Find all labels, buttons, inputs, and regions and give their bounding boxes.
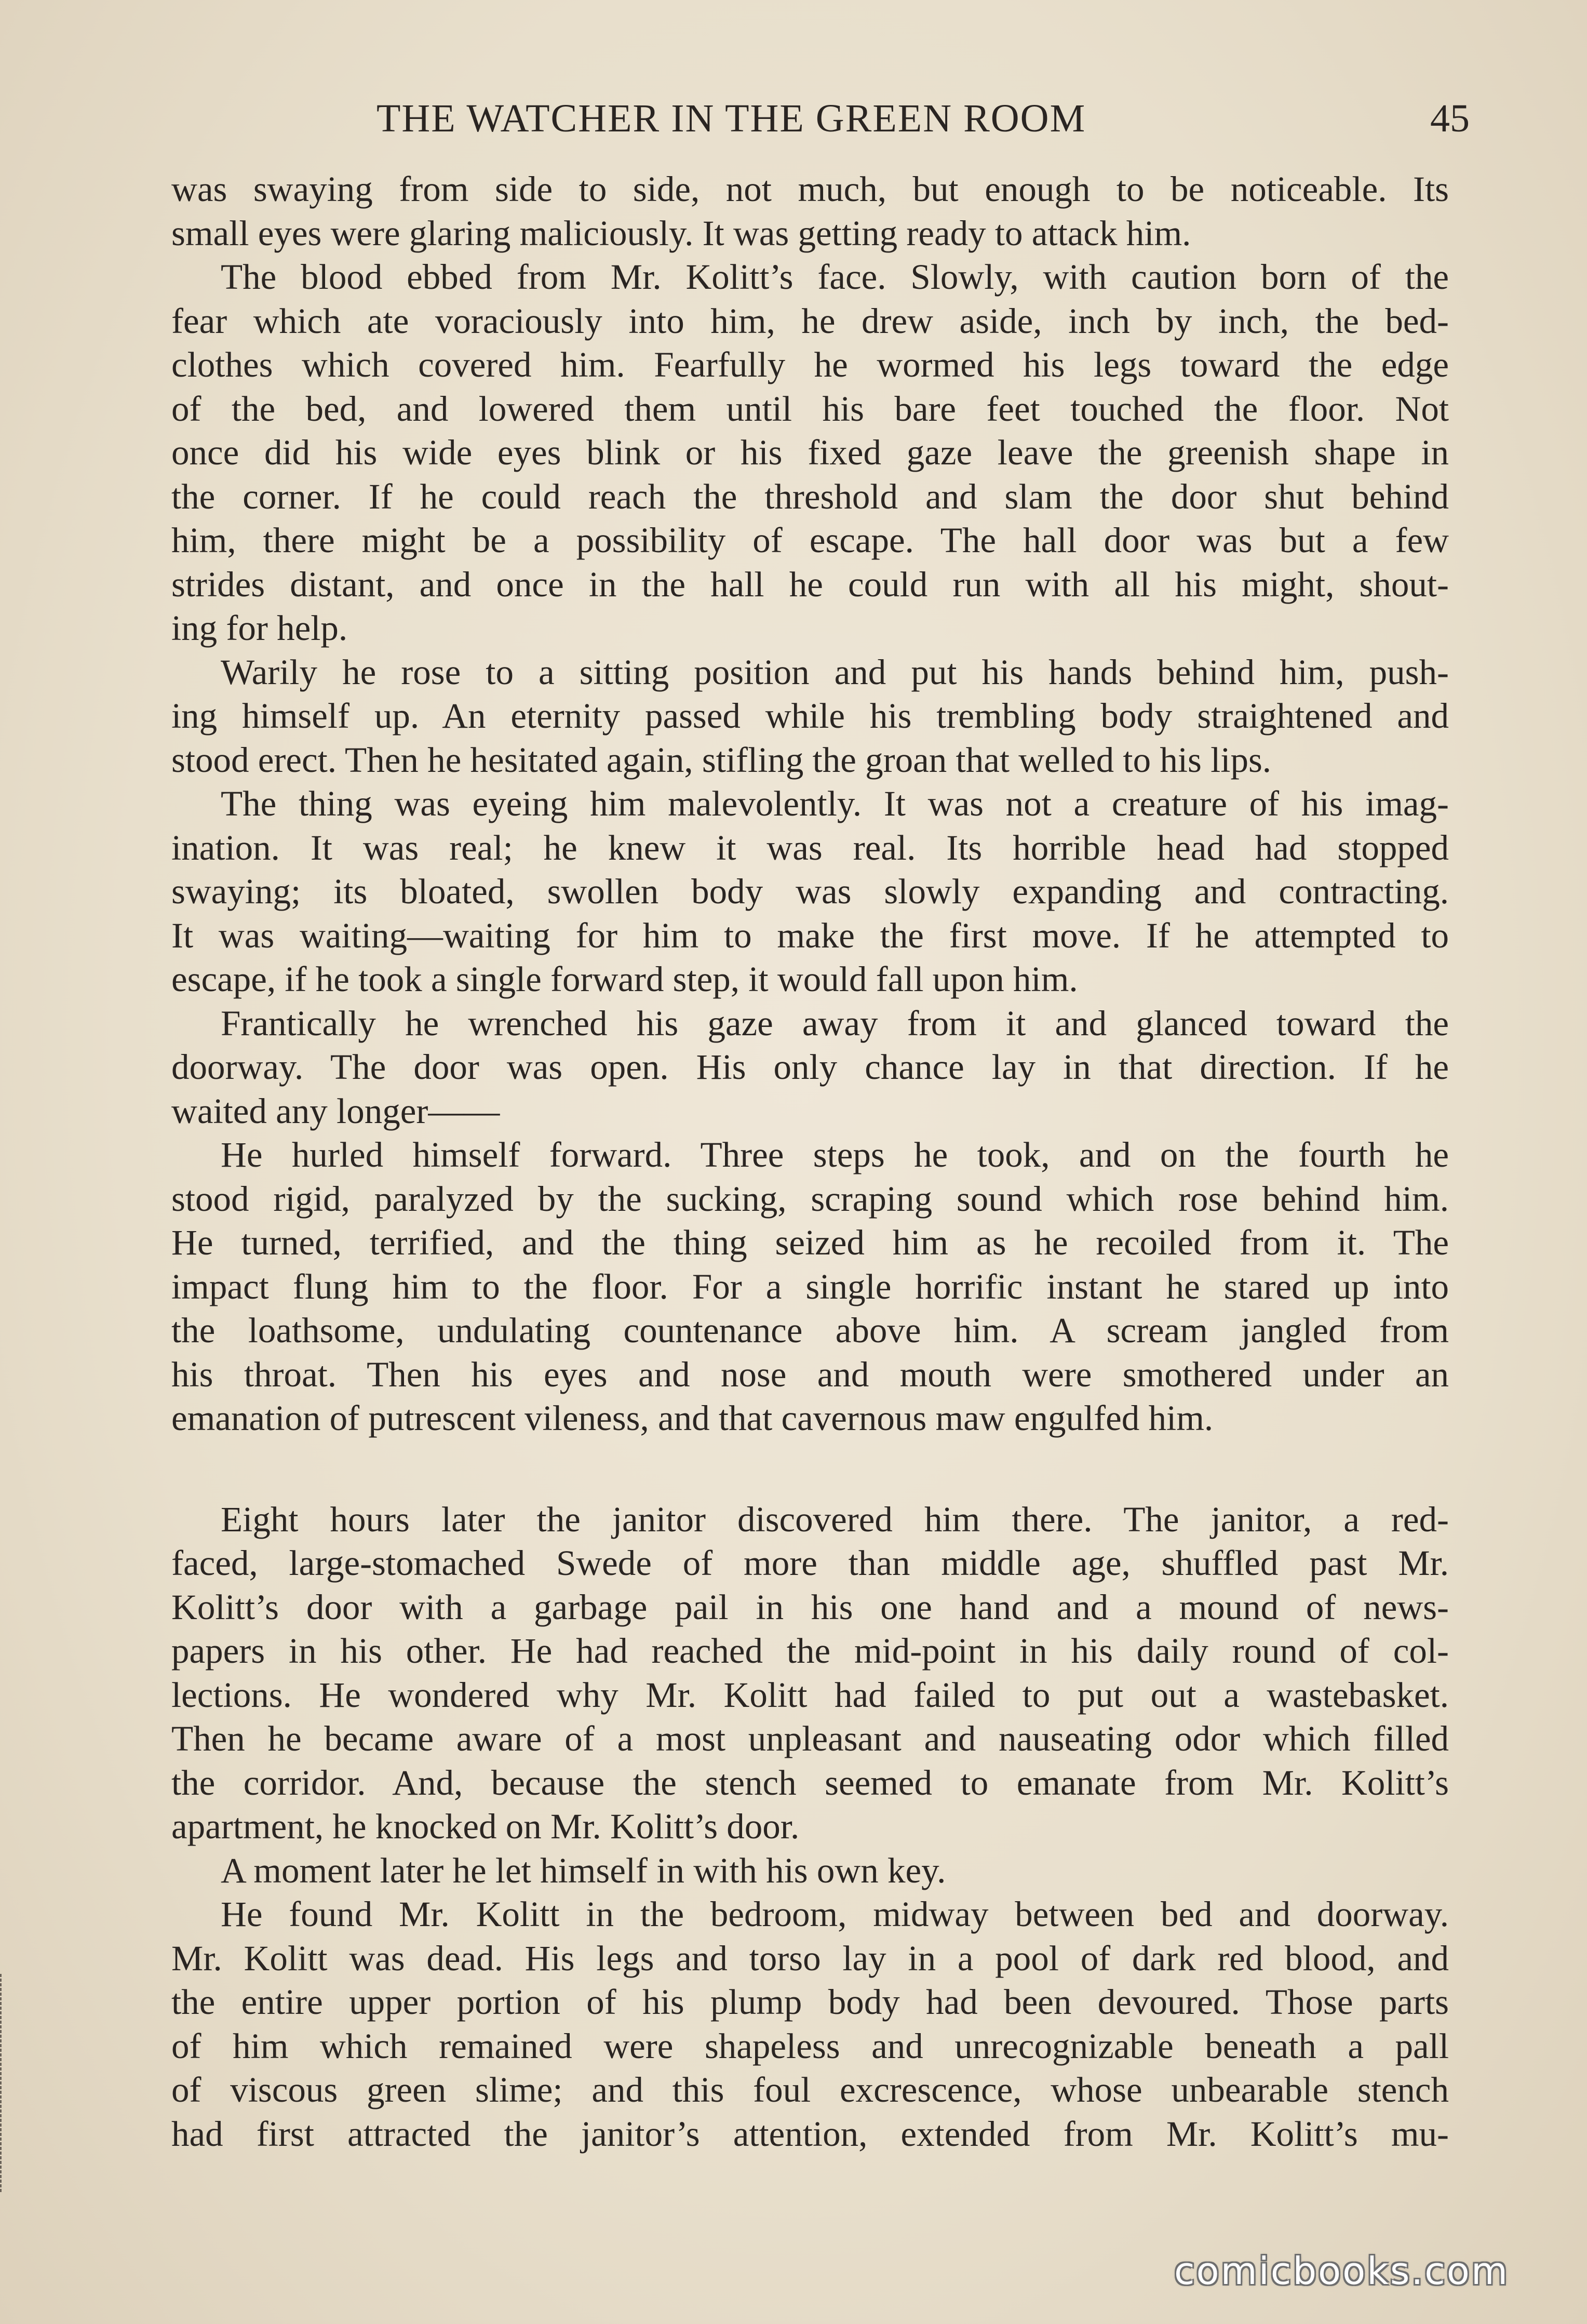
text-line: small eyes were glaring maliciously. It was getting ready to attack him. [171, 213, 1191, 253]
text-line: emanation of putrescent vileness, and that cavernous maw engulfed him. [171, 1398, 1214, 1438]
section-break [171, 1440, 1449, 1498]
text-line: impact flung him to the floor. For a single horrific instant he stared up into [171, 1266, 1449, 1306]
text-line: Frantically he wrenched his gaze away from it and glanced toward the [221, 1003, 1449, 1043]
text-line: Then he became aware of a most unpleasant and nauseating odor which filled [171, 1719, 1449, 1758]
text-line: It was waiting—waiting for him to make the first move. If he attempted to [171, 915, 1449, 955]
page-header [171, 92, 1470, 144]
text-line: fear which ate voraciously into him, he drew aside, inch by inch, the bed- [171, 301, 1449, 341]
paragraph [171, 1133, 1449, 1440]
text-line: stood erect. Then he hesitated again, stifling the groan that welled to his lips. [171, 740, 1272, 780]
paragraph [171, 255, 1449, 650]
text-line: ing for help. [171, 608, 348, 648]
text-line: doorway. The door was open. His only chance lay in that direction. If he [171, 1047, 1449, 1087]
text-line: once did his wide eyes blink or his fixed gaze leave the greenish shape in [171, 433, 1449, 472]
paragraph [171, 1849, 1449, 1893]
paragraph [171, 782, 1449, 1001]
text-line: lections. He wondered why Mr. Kolitt had failed to put out a wastebasket. [171, 1675, 1449, 1715]
text-line: escape, if he took a single forward step, it would fall upon him. [171, 959, 1078, 999]
text-line: The blood ebbed from Mr. Kolitt’s face. Slowly, with caution born of the [221, 257, 1449, 297]
text-line: ination. It was real; he knew it was real. Its horrible head had stopped [171, 827, 1449, 867]
text-line: Warily he rose to a sitting position and put his hands behind him, push- [221, 652, 1449, 692]
text-line: strides distant, and once in the hall he could run with all his might, shout- [171, 564, 1449, 604]
text-line: the corner. If he could reach the threshold and slam the door shut behind [171, 476, 1449, 516]
text-line: of the bed, and lowered them until his bare feet touched the floor. Not [171, 389, 1449, 429]
page-number: 45 [1430, 97, 1470, 140]
text-line: ing himself up. An eternity passed while his trembling body straightened and [171, 696, 1449, 736]
text-line: He turned, terrified, and the thing seized him as he recoiled from it. The [171, 1223, 1449, 1262]
text-line: him, there might be a possibility of escape. The hall door was but a few [171, 520, 1449, 560]
text-line: faced, large-stomached Swede of more than middle age, shuffled past Mr. [171, 1543, 1449, 1583]
paragraph [171, 1892, 1449, 2156]
text-line: of him which remained were shapeless and unrecognizable beneath a pall [171, 2026, 1449, 2066]
text-line: The thing was eyeing him malevolently. It was not a creature of his imag- [221, 784, 1449, 823]
text-line: clothes which covered him. Fearfully he wormed his legs toward the edge [171, 345, 1449, 384]
body-text [171, 167, 1449, 2156]
text-line: Eight hours later the janitor discovered him there. The janitor, a red- [221, 1499, 1449, 1539]
text-line: was swaying from side to side, not much, but enough to be noticeable. Its [171, 169, 1449, 209]
paragraph [171, 167, 1449, 255]
text-line: the corridor. And, because the stench seemed to emanate from Mr. Kolitt’s [171, 1762, 1449, 1802]
text-line: waited any longer—— [171, 1091, 500, 1131]
text-line: the entire upper portion of his plump body had been devoured. Those parts [171, 1982, 1449, 2022]
paragraph [171, 1001, 1449, 1133]
paragraph [171, 650, 1449, 782]
binding-edge-marks [0, 1974, 9, 2192]
text-line: of viscous green slime; and this foul excrescence, whose unbearable stench [171, 2070, 1449, 2109]
text-line: He hurled himself forward. Three steps he took, and on the fourth he [221, 1135, 1449, 1174]
paragraph [171, 1498, 1449, 1849]
running-head: THE WATCHER IN THE GREEN ROOM [376, 97, 1086, 140]
text-line: Mr. Kolitt was dead. His legs and torso lay in a pool of dark red blood, and [171, 1938, 1449, 1978]
text-line: A moment later he let himself in with his own key. [221, 1850, 946, 1890]
text-line: swaying; its bloated, swollen body was slowly expanding and contracting. [171, 872, 1449, 911]
text-line: He found Mr. Kolitt in the bedroom, midway between bed and doorway. [221, 1894, 1449, 1934]
text-line: papers in his other. He had reached the mid-point in his daily round of col- [171, 1631, 1449, 1671]
text-line: stood rigid, paralyzed by the sucking, scraping sound which rose behind him. [171, 1179, 1449, 1219]
text-line: had first attracted the janitor’s attention, extended from Mr. Kolitt’s mu- [171, 2114, 1449, 2154]
text-line: his throat. Then his eyes and nose and mouth were smothered under an [171, 1354, 1449, 1394]
text-line: the loathsome, undulating countenance above him. A scream jangled from [171, 1311, 1449, 1350]
text-line: apartment, he knocked on Mr. Kolitt’s door. [171, 1807, 800, 1846]
watermark-logo: comicbooks.com [1174, 2249, 1509, 2293]
text-line: Kolitt’s door with a garbage pail in his one hand and a mound of news- [171, 1587, 1449, 1627]
